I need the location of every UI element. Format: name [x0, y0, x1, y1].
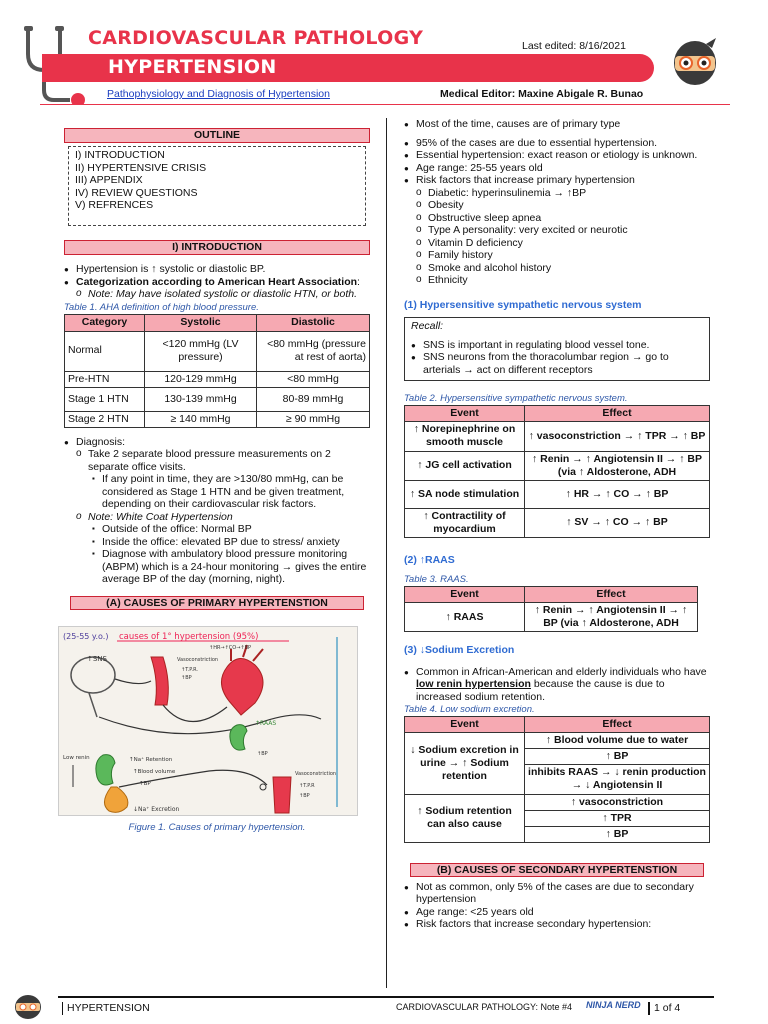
table-row [405, 603, 698, 632]
table-header: Effect [525, 406, 710, 422]
primary-bullet: ● Risk factors that increase primary hypertension [404, 174, 710, 187]
aha-table [64, 314, 370, 427]
intro-content [64, 263, 370, 586]
table-header: Effect [525, 716, 710, 732]
sns-table [404, 405, 710, 538]
outline-heading: OUTLINE [64, 128, 370, 143]
table-header: Event [405, 716, 525, 732]
diagnosis-item: o Note: White Coat Hypertension [64, 511, 370, 524]
table-cell: ≥ 90 mmHg [257, 411, 370, 427]
risk-factor: o Obesity [404, 199, 710, 212]
outline-item[interactable]: V) REFRENCES [75, 199, 154, 211]
table-cell: <80 mmHg (pressure at rest of aorta) [257, 331, 370, 371]
secondary-bullet: ● Age range: <25 years old [404, 906, 710, 919]
sodium-bullet [404, 666, 710, 704]
left-column [64, 124, 370, 834]
figure1-caption: Figure 1. Causes of primary hypertension. [128, 821, 306, 833]
table-cell: ↑ vasoconstriction → ↑ TPR → ↑ BP [525, 422, 710, 451]
risk-factor: o Diabetic: hyperinsulinemia → ↑BP [404, 187, 710, 200]
table-cell: ↑ JG cell activation [405, 451, 525, 480]
right-column [404, 118, 710, 931]
column-divider [386, 118, 387, 988]
footer-topic: HYPERTENSION [62, 1002, 150, 1015]
categorization-text: Categorization according to American Heart Association [76, 275, 358, 288]
primary-causes-figure [58, 626, 358, 816]
hand-drawn-diagram [59, 627, 358, 816]
table-cell: ↓ Sodium excretion in urine → ↑ Sodium retention [405, 733, 525, 795]
sodium-text: Common in African-American and elderly individuals who have [416, 665, 707, 678]
table-cell: Pre-HTN [65, 371, 145, 387]
footer-rule [58, 996, 714, 998]
table4-caption: Table 4. Low sodium excretion. [404, 704, 535, 715]
table-header: Systolic [145, 315, 257, 331]
outline-item[interactable]: II) HYPERTENSIVE CRISIS [75, 161, 207, 174]
figure-raas-label: ↑RAAS [255, 719, 277, 727]
table-row [405, 451, 710, 480]
outline-box [68, 146, 366, 226]
figure-vasoconstriction-2: Vasoconstriction [295, 770, 337, 777]
table-row [65, 331, 370, 371]
subtitle-link[interactable]: Pathophysiology and Diagnosis of Hypertension [107, 88, 330, 100]
risk-factor: o Ethnicity [404, 274, 710, 287]
table-cell: Normal [65, 331, 145, 371]
intro-bullet: ● Hypertension is ↑ systolic or diastolic BP. [64, 263, 370, 276]
primary-bullet: ● Most of the time, causes are of primary type [404, 118, 710, 131]
figure-raas-bp: ↑BP [257, 750, 268, 757]
page-footer [0, 990, 768, 1024]
last-edited: Last edited: 8/16/2021 [522, 40, 626, 52]
primary-causes-heading: (A) CAUSES OF PRIMARY HYPERTENSTION [70, 596, 364, 610]
table-header: Effect [525, 587, 698, 603]
table-cell: Stage 1 HTN [65, 387, 145, 411]
diagnosis-subitem: ▪ Inside the office: elevated BP due to stress/ anxiety [64, 536, 370, 549]
table-cell: ↑ Blood volume due to water [525, 733, 710, 749]
table-header: Category [65, 315, 145, 331]
ninja-logo-icon [672, 36, 718, 86]
table-cell: Stage 2 HTN [65, 411, 145, 427]
diagnosis-subitem: ▪ Diagnose with ambulatory blood pressure monitoring (ABPM) which is a 24-hour monitoring → gives the entire average BP of the day (morning, night). [64, 548, 370, 586]
table-cell: inhibits RAAS → ↓ renin production → ↓ Angiotensin II [525, 765, 710, 794]
outline-item[interactable]: III) APPENDIX [75, 174, 143, 186]
secondary-causes-heading: (B) CAUSES OF SECONDARY HYPERTENSTION [410, 863, 704, 877]
primary-bullet: ● Essential hypertension: exact reason or etiology is unknown. [404, 149, 710, 162]
header-rule [40, 104, 730, 105]
table-row [65, 371, 370, 387]
table-cell: ↑ Contractility of myocardium [405, 508, 525, 537]
primary-bullet: ● 95% of the cases are due to essential hypertension. [404, 137, 710, 150]
secondary-content [404, 881, 710, 931]
table-cell: 80-89 mmHg [257, 387, 370, 411]
topic-title: HYPERTENSION [108, 56, 277, 78]
table-cell: ↑ HR → ↑ CO → ↑ BP [525, 480, 710, 508]
table-cell: ≥ 140 mmHg [145, 411, 257, 427]
figure-heading: causes of 1° hypertension (95%) [119, 631, 259, 642]
medical-editor: Medical Editor: Maxine Abigale R. Bunao [440, 88, 644, 100]
table-cell: ↑ Renin → ↑ Angiotensin II → ↑ BP (via ↑ Aldosterone, ADH [525, 451, 710, 480]
table-row [65, 387, 370, 411]
table-cell: ↑ BP [525, 826, 710, 842]
outline-item[interactable]: IV) REVIEW QUESTIONS [75, 186, 198, 199]
raas-table [404, 586, 698, 632]
risk-factor: o Vitamin D deficiency [404, 237, 710, 250]
table1-caption: Table 1. AHA definition of high blood pressure. [64, 301, 259, 313]
table-cell: ↑ vasoconstriction [525, 794, 710, 810]
secondary-bullet: ● Risk factors that increase secondary hypertension: [404, 918, 710, 931]
diagnosis-block [64, 436, 370, 586]
table-cell: <120 mmHg (LV pressure) [145, 331, 257, 371]
table-cell: ↑ Renin → ↑ Angiotensin II → ↑ BP (via ↑ Aldosterone, ADH [525, 603, 698, 632]
table-cell: ↑ RAAS [405, 603, 525, 632]
secondary-bullet: ● Not as common, only 5% of the cases are due to secondary hypertension [404, 881, 710, 906]
page-number: 1 of 4 [648, 1002, 680, 1015]
low-renin-text: low renin hypertension [416, 678, 531, 690]
recall-bullet: ● SNS is important in regulating blood vessel tone. [411, 339, 703, 352]
primary-bullet: ● Age range: 25-55 years old [404, 162, 710, 175]
page-header [0, 0, 768, 108]
figure-vasoconstriction: Vasoconstriction [177, 656, 219, 663]
outline-item[interactable]: I) INTRODUCTION [75, 149, 165, 161]
table-cell: ↑ Sodium retention can also cause [405, 794, 525, 842]
table-cell: 120-129 mmHg [145, 371, 257, 387]
risk-factor: o Family history [404, 249, 710, 262]
diagnosis-bullet: ● Diagnosis: [64, 436, 370, 449]
figure-blood-volume: ↑Blood volume [133, 768, 176, 775]
table-cell: ↑ TPR [525, 810, 710, 826]
table-cell: ↑ SV → ↑ CO → ↑ BP [525, 508, 710, 537]
risk-factor: o Type A personality: very excited or neurotic [404, 224, 710, 237]
table-row [65, 411, 370, 427]
ninja-nerd-logo: NINJA NERD [586, 1000, 641, 1010]
figure-bp-3: ↑BP [299, 792, 310, 799]
risk-factor: o Obstructive sleep apnea [404, 212, 710, 225]
categorization-colon: : [357, 275, 360, 288]
figure-bp: ↑BP [181, 674, 192, 681]
figure-age-label: (25-55 y.o.) [63, 631, 109, 641]
diagnosis-subitem: ▪ If any point in time, they are >130/80 mmHg, can be considered as Stage 1 HTN and be given treatment, depending on their cardiovascular risk factors. [64, 473, 370, 511]
figure-low-renin: Low renin [63, 754, 90, 761]
figure-na-retention: ↑Na⁺ Retention [129, 756, 173, 763]
figure-tpr: ↑T.P.R. [181, 666, 198, 673]
sodium-heading: (3) ↓Sodium Excretion [404, 644, 515, 657]
sodium-text: because the cause is due to increased sodium retention. [416, 678, 665, 703]
table-header: Event [405, 587, 525, 603]
sns-heading: (1) Hypersensitive sympathetic nervous system [404, 298, 642, 311]
document-title: CARDIOVASCULAR PATHOLOGY [88, 27, 424, 49]
figure-sns-label: ↑SNS [87, 654, 107, 663]
table-row [405, 733, 710, 749]
table-cell: 130-139 mmHg [145, 387, 257, 411]
table-row [405, 508, 710, 537]
recall-box [404, 317, 710, 382]
footer-series: CARDIOVASCULAR PATHOLOGY: Note #4 [396, 1002, 573, 1012]
sodium-table [404, 716, 710, 843]
figure-na-excretion: ↓Na⁺ Excretion [133, 805, 180, 813]
raas-heading: (2) ↑RAAS [404, 554, 455, 566]
recall-bullet: ● SNS neurons from the thoracolumbar region → go to arterials → act on different receptors [411, 351, 703, 376]
table-row [405, 794, 710, 810]
figure-hr-label: ↑HR→↑CO→↑BP [209, 644, 252, 651]
introduction-heading: I) INTRODUCTION [64, 240, 370, 255]
table-cell: ↑ SA node stimulation [405, 480, 525, 508]
table-cell: ↑ BP [525, 749, 710, 765]
table-header: Event [405, 406, 525, 422]
table-header: Diastolic [257, 315, 370, 331]
table-row [405, 422, 710, 451]
figure-bp2: ↑BP [139, 780, 151, 787]
table2-caption: Table 2. Hypersensitive sympathetic nervous system. [404, 393, 628, 405]
table-cell: ↑ Norepinephrine on smooth muscle [405, 422, 525, 451]
figure-tpr-2: ↑T.P.R [299, 782, 315, 789]
diagnosis-item: o Take 2 separate blood pressure measurements on 2 separate office visits. [64, 448, 370, 473]
table3-caption: Table 3. RAAS. [404, 574, 469, 586]
table-row [405, 480, 710, 508]
risk-factor: o Smoke and alcohol history [404, 262, 710, 275]
ninja-logo-icon [14, 992, 42, 1020]
diagnosis-subitem: ▪ Outside of the office: Normal BP [64, 523, 370, 536]
table-cell: <80 mmHg [257, 371, 370, 387]
intro-bullet [64, 276, 370, 289]
intro-note: o Note: May have isolated systolic or diastolic HTN, or both. [64, 288, 370, 301]
recall-label: Recall: [411, 319, 444, 332]
